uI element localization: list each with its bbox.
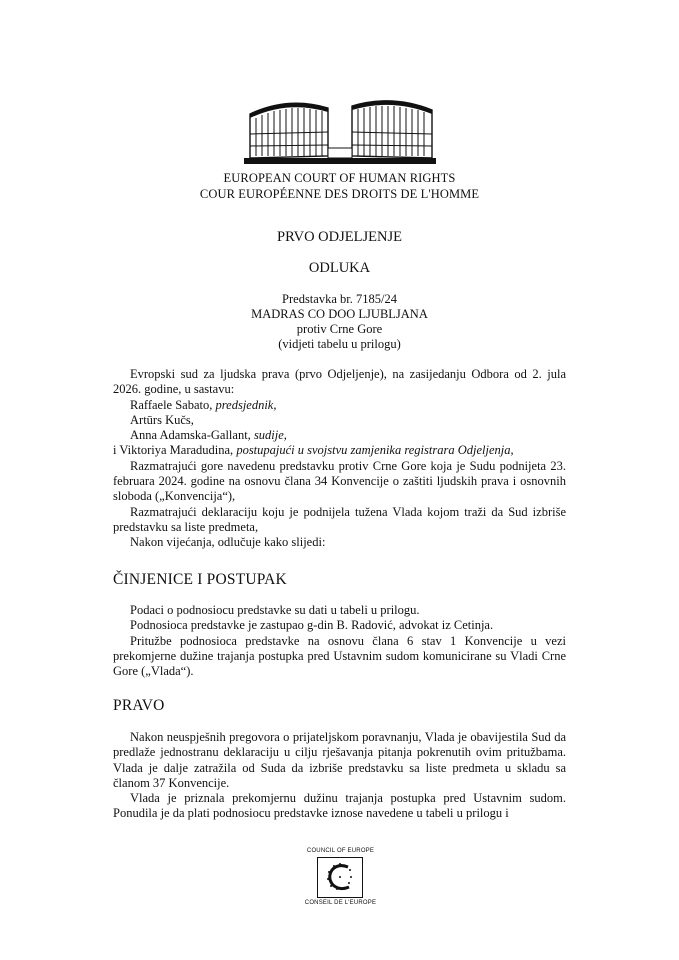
respondent-state: protiv Crne Gore (296, 322, 383, 336)
intro-paragraph: Evropski sud za ljudska prava (prvo Odjeljenje), na zasijedanju Odbora od 2. jula 2026. godine, u sastavu: (113, 367, 566, 397)
registrar-role: postupajući u svojstvu zamjenika registrara Odjeljenja, (236, 443, 514, 458)
court-name-fr: COUR EUROPÉENNE DES DROITS DE L'HOMME (199, 187, 480, 201)
facts-heading: ČINJENICE I POSTUPAK (113, 571, 287, 588)
decision-title: ODLUKA (308, 260, 371, 276)
judge-line (113, 413, 566, 428)
see-table-note: (vidjeti tabelu u prilogu) (278, 337, 401, 351)
court-building-icon (242, 98, 438, 168)
coe-bottom-text: CONSEIL DE L'EUROPE (304, 900, 377, 906)
court-name-en: EUROPEAN COURT OF HUMAN RIGHTS (223, 171, 456, 185)
law-heading: PRAVO (113, 697, 165, 714)
coe-emblem-icon (317, 857, 363, 898)
application-number: Predstavka br. 7185/24 (282, 292, 397, 306)
judge-role: predsjednik, (215, 397, 277, 412)
registrar-line (113, 443, 566, 458)
intro-block (113, 367, 566, 551)
law-block (113, 730, 566, 822)
section-title: PRVO ODJELJENJE (277, 229, 402, 245)
facts-paragraph: Pritužbe podnosioca predstavke na osnovu člana 6 stav 1 Konvencije u vezi prekomjerne dužine trajanja postupka pred Ustavnim sudom komunicirane su Vladi Crne Gore („Vlada“). (113, 633, 566, 679)
intro-paragraph: Razmatrajući deklaraciju koju je podnijela tužena Vlada kojom traži da Sud izbriše predstavku sa liste predmeta, (113, 504, 566, 534)
judge-line (113, 398, 566, 413)
judge-name: Raffaele Sabato, (130, 397, 213, 412)
coe-top-text: COUNCIL OF EUROPE (306, 848, 375, 854)
judge-name: Artūrs Kučs, (130, 412, 194, 427)
intro-paragraph: Razmatrajući gore navedenu predstavku protiv Crne Gore koja je Sudu podnijeta 23. februara 2024. godine na osnovu člana 34 Konvencije o zaštiti ljudskih prava i osnovnih sloboda („Konvencija“), (113, 458, 566, 504)
judge-line (113, 428, 566, 443)
judge-name: Anna Adamska-Gallant, (130, 428, 251, 443)
law-paragraph: Vlada je priznala prekomjernu dužinu trajanja postupka pred Ustavnim sudom. Ponudila je da plati podnosiocu predstavke iznose navedene u tabeli u prilogu i (113, 791, 566, 821)
council-of-europe-logo (303, 848, 378, 910)
facts-paragraph: Podaci o podnosiocu predstavke su dati u tabeli u prilogu. (130, 603, 420, 617)
intro-paragraph: Nakon vijećanja, odlučuje kako slijedi: (130, 535, 326, 550)
facts-block (113, 603, 566, 679)
judge-role: sudije, (253, 428, 287, 443)
applicant-name: MADRAS CO DOO LJUBLJANA (251, 307, 428, 321)
registrar-name: i Viktoriya Maradudina, (113, 443, 234, 458)
law-paragraph: Nakon neuspješnih pregovora o prijateljskom poravnanju, Vlada je obavijestila Sud da predlaže jednostranu deklaraciju u cilju rješavanja pitanja pokrenutih ovim pritužbama. Vlada je dalje zatražila od Suda da izbriše predstavku sa liste predmeta u skladu sa članom 37 Konvencije. (113, 730, 566, 790)
facts-paragraph: Podnosioca predstavke je zastupao g-din B. Radović, advokat iz Cetinja. (130, 618, 494, 633)
